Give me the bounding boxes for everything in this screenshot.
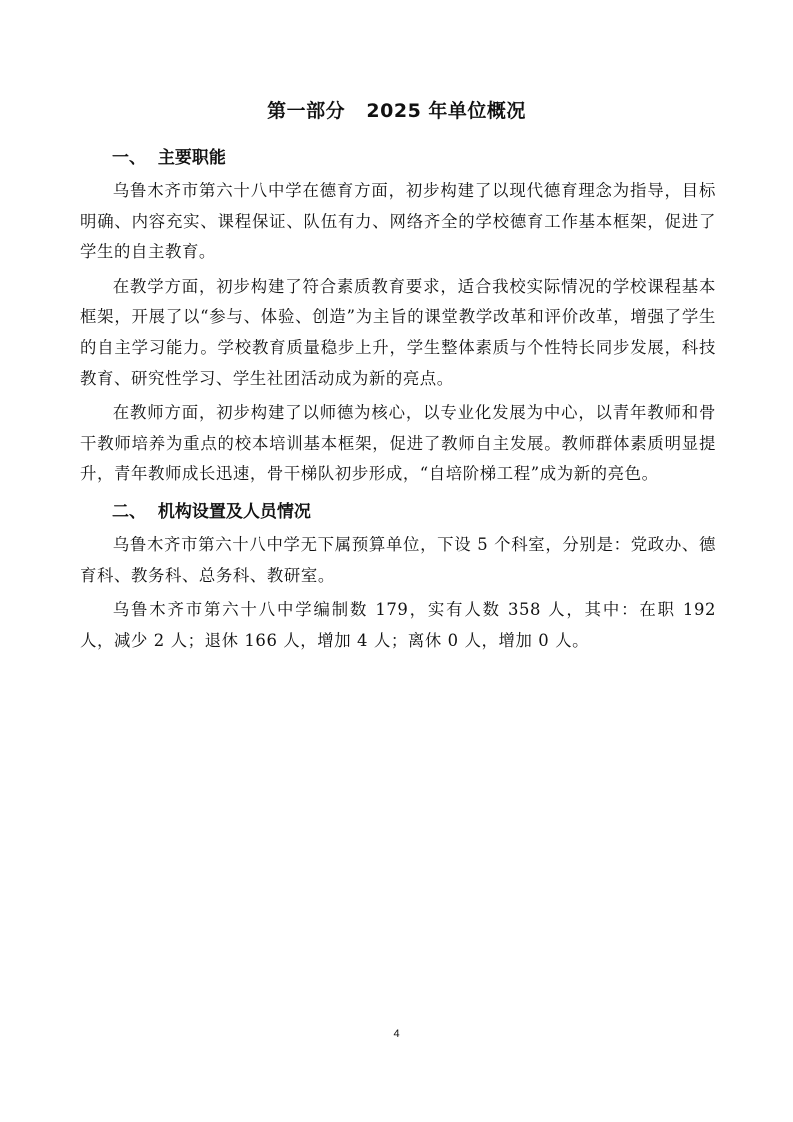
paragraph: 在教学方面，初步构建了符合素质教育要求，适合我校实际情况的学校课程基本框架，开展了以“参与、体验、创造”为主旨的课堂教学改革和评价改革，增强了学生的自主学习能力。学校教育质量稳步上升，学生整体素质与个性特长同步发展，科技教育、研究性学习、学生社团活动成为新的亮点。 bbox=[80, 276, 716, 388]
paragraph: 乌鲁木齐市第六十八中学在德育方面，初步构建了以现代德育理念为指导，目标明确、内容充实、课程保证、队伍有力、网络齐全的学校德育工作基本框架，促进了学生的自主教育。 bbox=[80, 181, 716, 262]
paragraph: 在教师方面，初步构建了以师德为核心，以专业化发展为中心，以青年教师和骨干教师培养为重点的校本培训基本框架，促进了教师自主发展。教师群体素质明显提升，青年教师成长迅速，骨干梯队初步形成，“自培阶梯工程”成为新的亮色。 bbox=[80, 403, 716, 484]
paragraph: 乌鲁木齐市第六十八中学无下属预算单位，下设 5 个科室，分别是：党政办、德育科、教务科、总务科、教研室。 bbox=[80, 534, 716, 585]
section-heading: 二、 机构设置及人员情况 bbox=[112, 501, 311, 522]
section-main-functions bbox=[80, 140, 716, 490]
paragraph: 乌鲁木齐市第六十八中学编制数 179，实有人数 358 人，其中：在职 192 人，减少 2 人；退休 166 人，增加 4 人；离休 0 人，增加 0 人。 bbox=[80, 600, 716, 650]
document-body bbox=[80, 140, 716, 660]
section-heading: 一、 主要职能 bbox=[112, 148, 226, 168]
section-organization-staff bbox=[80, 494, 716, 656]
page-number: 4 bbox=[393, 1028, 400, 1040]
page-title: 第一部分 2025 年单位概况 bbox=[267, 100, 526, 122]
